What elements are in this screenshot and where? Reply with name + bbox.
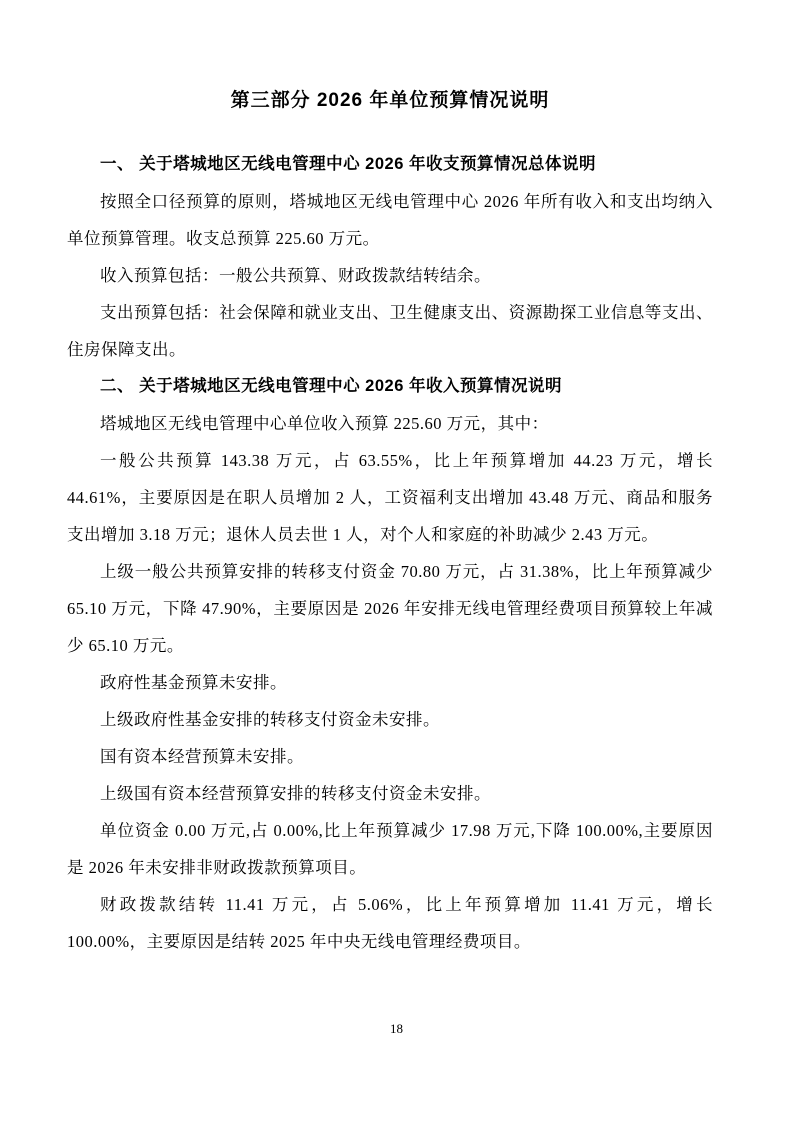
section-overall-budget <box>67 146 713 368</box>
paragraph: 一般公共预算 143.38 万元，占 63.55%，比上年预算增加 44.23 万元，增长 44.61%，主要原因是在职人员增加 2 人，工资福利支出增加 43.48 万元、商品和服务支出增加 3.18 万元；退休人员去世 1 人，对个人和家庭的补助减少 2.43 万元。 <box>67 451 713 544</box>
paragraph: 上级政府性基金安排的转移支付资金未安排。 <box>100 710 440 729</box>
paragraph: 国有资本经营预算未安排。 <box>100 747 304 766</box>
section-income-budget <box>67 368 713 960</box>
paragraph: 政府性基金预算未安排。 <box>100 673 287 692</box>
paragraph: 单位资金 0.00 万元,占 0.00%,比上年预算减少 17.98 万元,下降 100.00%,主要原因是 2026 年未安排非财政拨款预算项目。 <box>67 821 713 877</box>
section-2-heading: 二、 关于塔城地区无线电管理中心 2026 年收入预算情况说明 <box>100 377 562 395</box>
paragraph: 按照全口径预算的原则，塔城地区无线电管理中心 2026 年所有收入和支出均纳入单位预算管理。收支总预算 225.60 万元。 <box>67 192 713 248</box>
paragraph: 收入预算包括：一般公共预算、财政拨款结转结余。 <box>100 266 491 285</box>
paragraph: 财政拨款结转 11.41 万元，占 5.06%，比上年预算增加 11.41 万元，增长 100.00%，主要原因是结转 2025 年中央无线电管理经费项目。 <box>67 895 713 951</box>
paragraph: 支出预算包括：社会保障和就业支出、卫生健康支出、资源勘探工业信息等支出、住房保障支出。 <box>67 303 713 359</box>
section-1-heading: 一、 关于塔城地区无线电管理中心 2026 年收支预算情况总体说明 <box>100 155 596 173</box>
paragraph: 上级国有资本经营预算安排的转移支付资金未安排。 <box>100 784 491 803</box>
document-title: 第三部分 2026 年单位预算情况说明 <box>230 90 550 111</box>
paragraph: 上级一般公共预算安排的转移支付资金 70.80 万元，占 31.38%，比上年预算减少 65.10 万元，下降 47.90%，主要原因是 2026 年安排无线电管理经费项目预算较上年减少 65.10 万元。 <box>67 562 713 655</box>
paragraph: 塔城地区无线电管理中心单位收入预算 225.60 万元，其中： <box>100 414 549 433</box>
page-number: 18 <box>390 1021 403 1036</box>
